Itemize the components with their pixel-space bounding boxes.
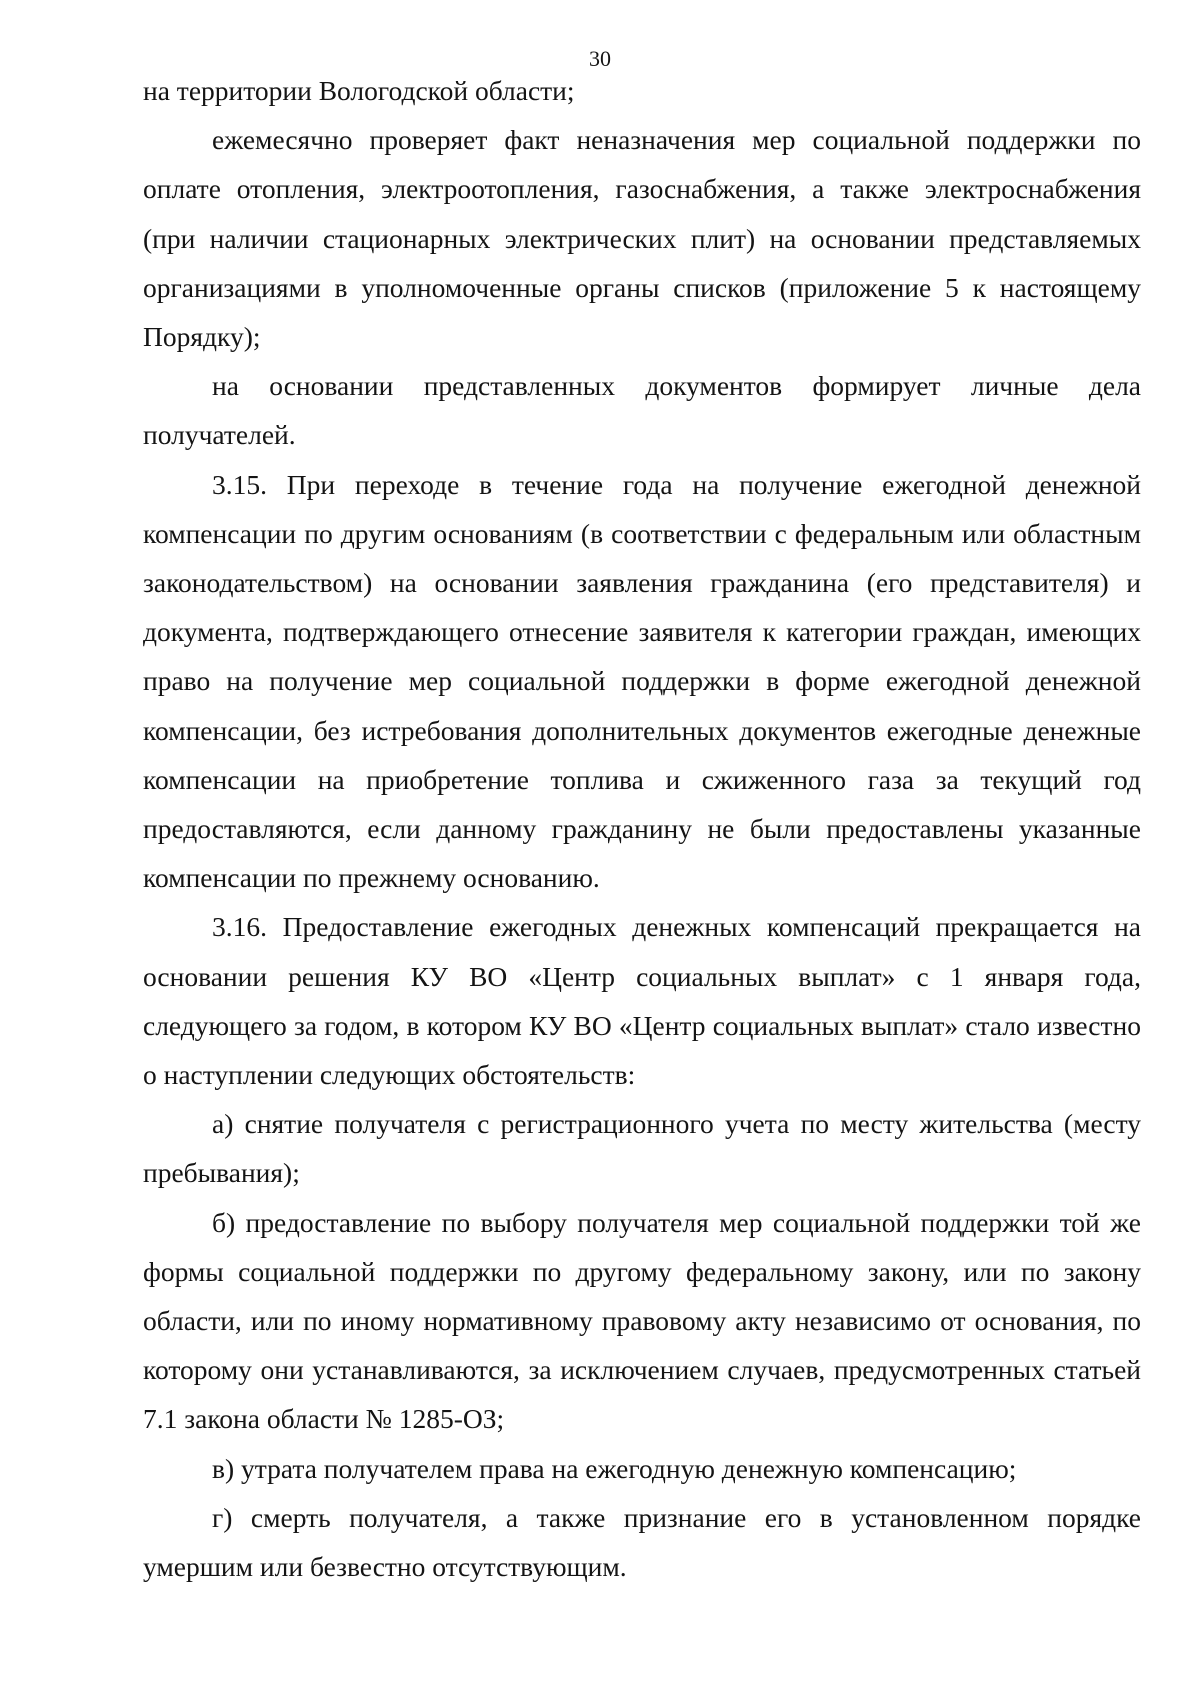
- list-item-v: в) утрата получателем права на ежегодную денежную компенсацию;: [212, 1452, 1017, 1484]
- page-number: 30: [589, 46, 611, 71]
- paragraph-personal-files: на основании представленных документов формирует личные дела получателей.: [143, 370, 1141, 451]
- paragraph-monthly-check: ежемесячно проверяет факт неназначения мер социальной поддержки по оплате отопления, электроотопления, газоснабжения, а также электроснабжения (при наличии стационарных электрических плит) на основании представляемых организациями в уполномоченные органы списков (приложение 5 к настоящему Порядку);: [143, 124, 1141, 353]
- clause-3-15: 3.15. При переходе в течение года на получение ежегодной денежной компенсации по другим основаниям (в соответствии с федеральным или областным законодательством) на основании заявления гражданина (его представителя) и документа, подтверждающего отнесение заявителя к категории граждан, имеющих право на получение мер социальной поддержки в форме ежегодной денежной компенсации, без истребования дополнительных документов ежегодные денежные компенсации на приобретение топлива и сжиженного газа за текущий год предоставляются, если данному гражданину не были предоставлены указанные компенсации по прежнему основанию.: [143, 468, 1141, 894]
- list-item-a: а) снятие получателя с регистрационного учета по месту жительства (месту пребывания);: [143, 1108, 1141, 1189]
- clause-3-16: 3.16. Предоставление ежегодных денежных компенсаций прекращается на основании решения КУ ВО «Центр социальных выплат» с 1 января года, следующего за годом, в котором КУ ВО «Центр социальных выплат» стало известно о наступлении следующих обстоятельств:: [143, 911, 1141, 1091]
- list-item-b: б) предоставление по выбору получателя мер социальной поддержки той же формы социальной поддержки по другому федеральному закону, или по закону области, или по иному нормативному правовому акту независимо от основания, по которому они устанавливаются, за исключением случаев, предусмотренных статьей 7.1 закона области № 1285-ОЗ;: [143, 1206, 1141, 1435]
- list-item-g: г) смерть получателя, а также признание его в установленном порядке умершим или безвестно отсутствующим.: [143, 1501, 1141, 1583]
- document-body: [143, 66, 1141, 1591]
- paragraph-continuation: на территории Вологодской области;: [143, 75, 575, 106]
